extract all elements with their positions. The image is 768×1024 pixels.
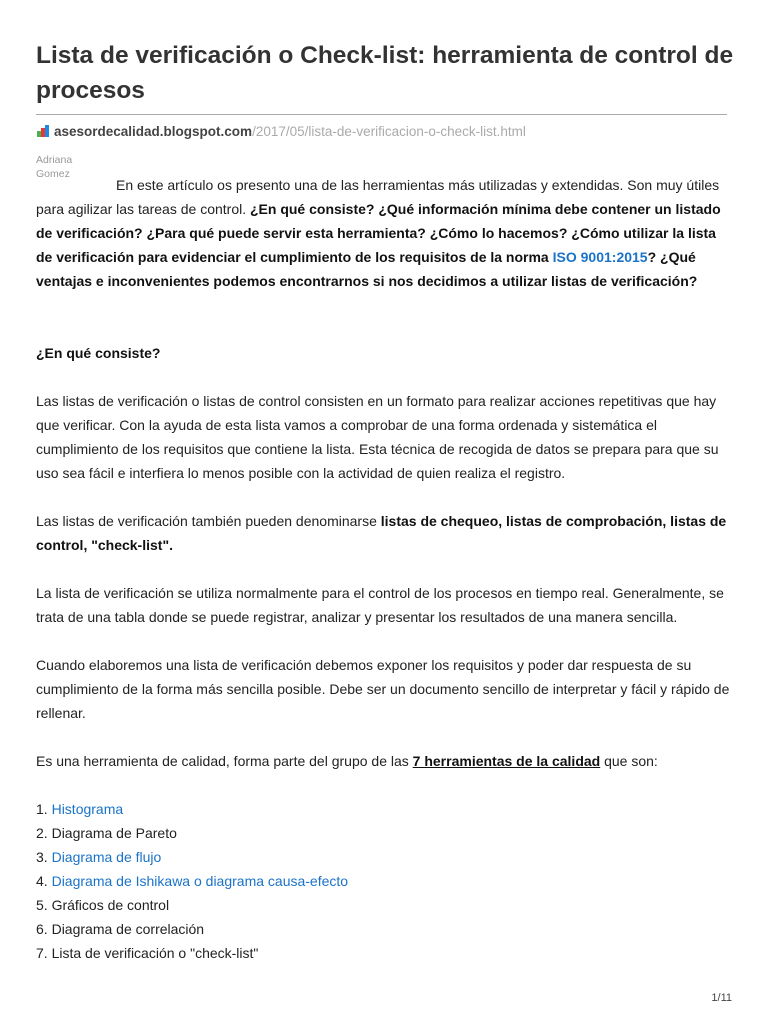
histogram-link[interactable]: Histograma	[51, 801, 124, 817]
list-item: 1. Histograma	[36, 801, 124, 817]
list-item: 6. Diagrama de correlación	[36, 921, 205, 937]
section-heading: ¿En qué consiste?	[36, 345, 161, 361]
list-item: 7. Lista de verificación o "check-list"	[36, 945, 259, 961]
intro-questions: ¿En qué consiste? ¿Qué información mínima debe contener un listado de verificación? ¿Para qué puede servir esta herramienta? ¿Cómo lo hacemos? ¿Cómo utilizar la lista de verificación para evidenciar el cumplimiento de los requisitos de la norma	[36, 201, 721, 265]
list-item: 5. Gráficos de control	[36, 897, 170, 913]
seven-tools-link[interactable]: 7 herramientas de la calidad	[412, 753, 601, 769]
source-line	[36, 123, 736, 139]
flowchart-link[interactable]: Diagrama de flujo	[51, 849, 162, 865]
list-item: 3. Diagrama de flujo	[36, 849, 162, 865]
paragraph-tools-intro: Es una herramienta de calidad, forma parte del grupo de las 7 herramientas de la calidad que son:	[36, 753, 658, 769]
document-page	[36, 0, 736, 961]
list-item: 4. Diagrama de Ishikawa o diagrama causa-efecto	[36, 873, 349, 889]
paragraph-usage: La lista de verificación se utiliza normalmente para el control de los procesos en tiempo real. Generalmente, se trata de una tabla donde se puede registrar, analizar y presentar los resultados de una manera sencilla.	[36, 585, 724, 625]
author-name: Adriana Gomez	[36, 154, 73, 180]
iso-link[interactable]: ISO 9001:2015	[552, 249, 648, 265]
title-divider	[36, 114, 727, 115]
intro-questions-end: ? ¿Qué ventajas e inconvenientes podemos encontrarnos si nos decidimos a utilizar listas de verificación?	[36, 249, 698, 289]
list-item: 2. Diagrama de Pareto	[36, 825, 177, 841]
page-number: 1/11	[711, 992, 732, 1004]
intro-text: En este artículo os presento una de las herramientas más utilizadas y extendidas. Son muy útiles para agilizar las tareas de control.	[36, 177, 720, 217]
paragraph-requirements: Cuando elaboremos una lista de verificación debemos exponer los requisitos y poder dar respuesta de su cumplimiento de la forma más sencilla posible. Debe ser un documento sencillo de interpretar y fácil y rápido de rellenar.	[36, 657, 730, 721]
paragraph-definition: Las listas de verificación o listas de control consisten en un formato para realizar acciones repetitivas que hay que verificar. Con la ayuda de esta lista vamos a comprobar de una forma ordenada y sistemática el cumplimiento de los requisitos que contiene la lista. Esta técnica de recogida de datos se prepara para que su uso sea fácil e interfiera lo menos posible con la actividad de quien realiza el registro.	[36, 393, 719, 481]
paragraph-synonyms: Las listas de verificación también pueden denominarse listas de chequeo, listas de comprobación, listas de control, "check-list".	[36, 513, 727, 553]
tools-list	[36, 797, 736, 965]
ishikawa-link[interactable]: Diagrama de Ishikawa o diagrama causa-efecto	[51, 873, 349, 889]
source-path-link[interactable]: /2017/05/lista-de-verificacion-o-check-list.html	[252, 123, 526, 139]
blog-logo-icon	[36, 124, 50, 138]
intro-paragraph	[36, 173, 736, 293]
article-title: Lista de verificación o Check-list: herramienta de control de procesos	[36, 42, 734, 104]
source-domain-link[interactable]: asesordecalidad.blogspot.com	[54, 123, 253, 139]
